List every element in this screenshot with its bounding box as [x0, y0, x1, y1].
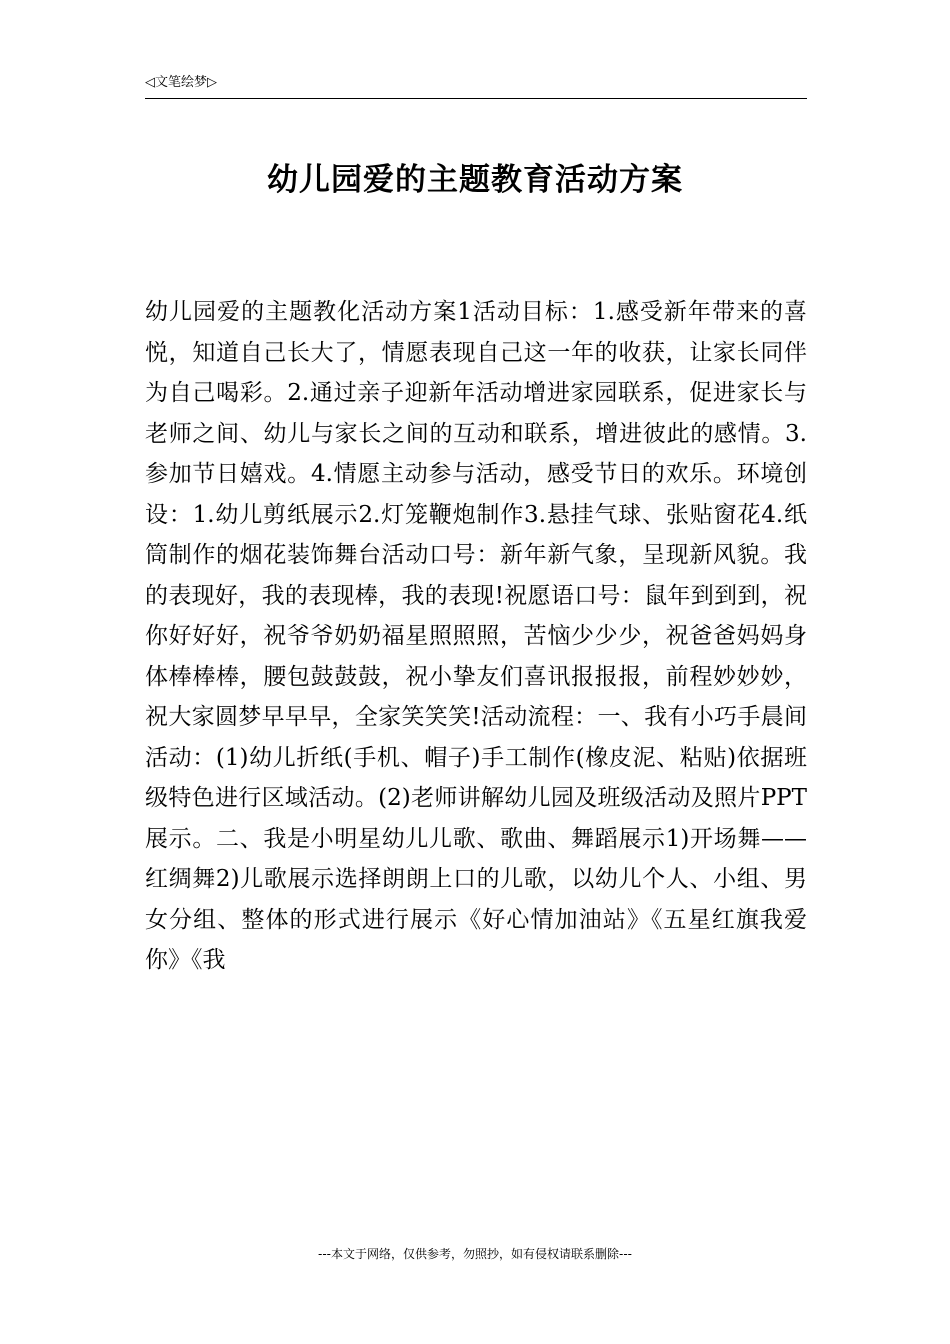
document-title: 幼儿园爱的主题教育活动方案	[267, 162, 683, 198]
document-body: 幼儿园爱的主题教化活动方案1活动目标：1.感受新年带来的喜悦，知道自己长大了，情愿表现自己这一年的收获，让家长同伴为自己喝彩。2.通过亲子迎新年活动增进家园联系，促进家长与老师之间、幼儿与家长之间的互动和联系，增进彼此的感情。3.参加节日嬉戏。4.情愿主动参与活动，感受节日的欢乐。环境创设：1.幼儿剪纸展示2.灯笼鞭炮制作3.悬挂气球、张贴窗花4.纸筒制作的烟花装饰舞台活动口号：新年新气象，呈现新风貌。我的表现好，我的表现棒，我的表现!祝愿语口号：鼠年到到到，祝你好好好，祝爷爷奶奶福星照照照，苦恼少少少，祝爸爸妈妈身体棒棒棒，腰包鼓鼓鼓，祝小挚友们喜讯报报报，前程妙妙妙，祝大家圆梦早早早，全家笑笑笑!活动流程：一、我有小巧手晨间活动：(1)幼儿折纸(手机、帽子)手工制作(橡皮泥、粘贴)依据班级特色进行区域活动。(2)老师讲解幼儿园及班级活动及照片PPT展示。二、我是小明星幼儿儿歌、歌曲、舞蹈展示1)开场舞——红绸舞2)儿歌展示选择朗朗上口的儿歌，以幼儿个人、小组、男女分组、整体的形式进行展示《好心情加油站》《五星红旗我爱你》《我	[145, 299, 807, 973]
page-header	[145, 74, 807, 99]
footer-notice: ---本文于网络，仅供参考，勿照抄，如有侵权请联系删除---	[318, 1247, 632, 1261]
header-label: ◁文笔绘梦▷	[145, 75, 217, 90]
